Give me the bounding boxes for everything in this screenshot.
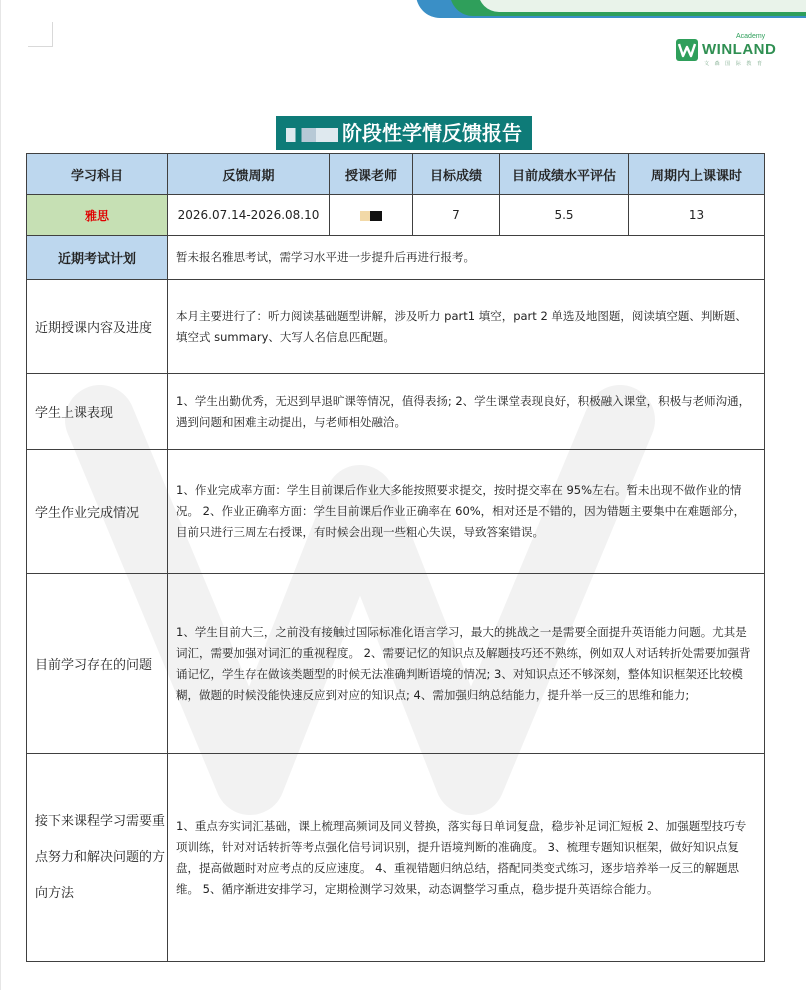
header-period: 反馈周期 <box>168 154 330 195</box>
header-decoration-band <box>416 0 806 20</box>
row-label-course-progress: 近期授课内容及进度 <box>27 280 168 374</box>
table-row <box>27 450 765 574</box>
page-edge <box>0 0 1 990</box>
header-target: 目标成绩 <box>413 154 500 195</box>
report-table <box>26 153 765 962</box>
header-current-level: 目前成绩水平评估 <box>500 154 629 195</box>
redacted-teacher-name <box>360 211 382 221</box>
row-label-next-steps: 接下来课程学习需要重点努力和解决问题的方向方法 <box>27 754 168 962</box>
header-hours: 周期内上课课时 <box>629 154 765 195</box>
header-teacher: 授课老师 <box>330 154 413 195</box>
table-row <box>27 236 765 280</box>
report-title <box>276 116 532 150</box>
row-content-next-steps: 1、重点夯实词汇基础，课上梳理高频词及同义替换，落实每日单词复盘，稳步补足词汇短板 2、加强题型技巧专项训练，针对对话转折等考点强化信号词识别，提升语境判断的准确度。 3、梳理专题知识框架，做好知识点复盘，提高做题时对应考点的反应速度。 4、重视错题归纳总结，搭配同类变式练习，逐步培养举一反三的解题思维。 5、循序渐进安排学习，定期检测学习效果，动态调整学习重点，稳步提升英语综合能力。 <box>168 754 765 962</box>
logo-name-text: WINLAND <box>702 41 777 58</box>
table-row <box>27 374 765 450</box>
teacher-value <box>330 195 413 236</box>
row-label-homework: 学生作业完成情况 <box>27 450 168 574</box>
crop-corner-mark <box>28 22 53 47</box>
current-score-value: 5.5 <box>500 195 629 236</box>
header-subject: 学习科目 <box>27 154 168 195</box>
report-title-text: 阶段性学情反馈报告 <box>342 121 522 145</box>
class-hours-value: 13 <box>629 195 765 236</box>
logo-subtitle-text: 文 森 国 际 教 育 <box>704 61 764 67</box>
table-values-row <box>27 195 765 236</box>
table-row <box>27 280 765 374</box>
table-header-row <box>27 154 765 195</box>
table-row <box>27 574 765 754</box>
row-label-problems: 目前学习存在的问题 <box>27 574 168 754</box>
subject-value: 雅思 <box>27 195 168 236</box>
redacted-student-name <box>286 128 338 142</box>
table-row <box>27 754 765 962</box>
row-content-course-progress: 本月主要进行了：听力阅读基础题型讲解，涉及听力 part1 填空，part 2 单选及地图题，阅读填空题、判断题、填空式 summary、大写人名信息匹配题。 <box>168 280 765 374</box>
row-content-exam-plan: 暂未报名雅思考试，需学习水平进一步提升后再进行报考。 <box>168 236 765 280</box>
period-value: 2026.07.14-2026.08.10 <box>168 195 330 236</box>
winland-logo <box>676 30 776 70</box>
row-label-class-performance: 学生上课表现 <box>27 374 168 450</box>
winland-logo-icon <box>676 39 698 61</box>
row-content-homework: 1、作业完成率方面：学生目前课后作业大多能按照要求提交，按时提交率在 95%左右。暂未出现不做作业的情况。 2、作业正确率方面：学生目前课后作业正确率在 60%，相对还是不错的，因为错题主要集中在难题部分，目前只进行三周左右授课，有时候会出现一些粗心失误，导致答案错误。 <box>168 450 765 574</box>
row-content-class-performance: 1、学生出勤优秀，无迟到早退旷课等情况，值得表扬; 2、学生课堂表现良好，积极融入课堂，积极与老师沟通，遇到问题和困难主动提出，与老师相处融洽。 <box>168 374 765 450</box>
logo-academy-text: Academy <box>736 33 766 40</box>
row-content-problems: 1、学生目前大三，之前没有接触过国际标准化语言学习，最大的挑战之一是需要全面提升英语能力问题。尤其是词汇，需要加强对词汇的重视程度。 2、需要记忆的知识点及解题技巧还不熟练，例如双人对话转折处需要加强背诵记忆，学生存在做该类题型的时候无法准确判断语境的情况; 3、对知识点还不够深刻，整体知识框架还比较模糊，做题的时候没能快速反应到对应的知识点; 4、需加强归纳总结能力，提升举一反三的思维和能力; <box>168 574 765 754</box>
target-score-value: 7 <box>413 195 500 236</box>
row-label-exam-plan: 近期考试计划 <box>27 236 168 280</box>
